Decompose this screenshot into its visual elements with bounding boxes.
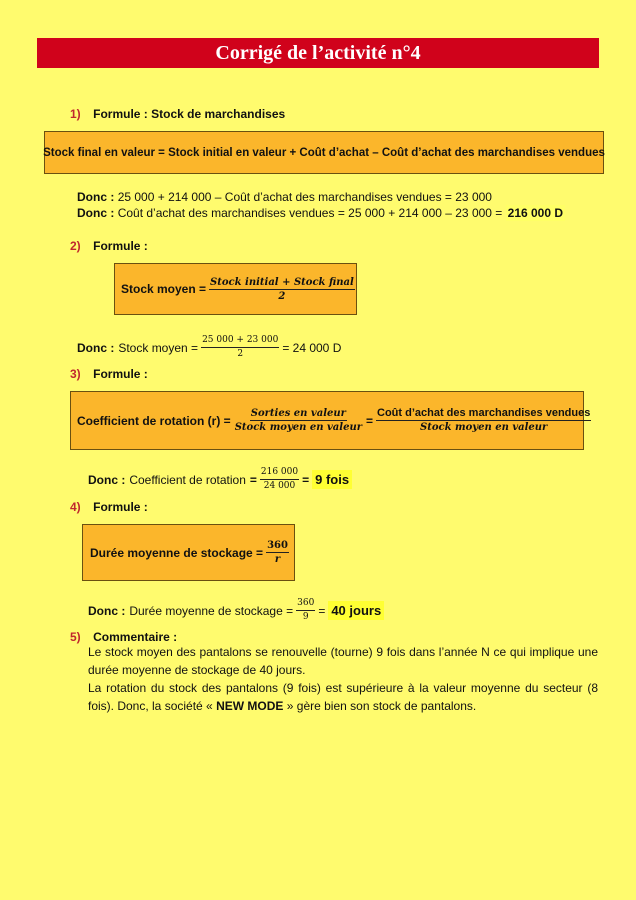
denominator: Stock moyen en valeur [234, 422, 362, 433]
section-1-heading [70, 105, 285, 123]
numerator: 216 000 [260, 466, 299, 480]
numerator: 25 000 + 23 000 [201, 334, 279, 348]
donc-text: Durée moyenne de stockage = [129, 603, 294, 618]
donc-line-5 [88, 597, 384, 624]
fraction [201, 334, 279, 361]
fraction [266, 539, 289, 566]
donc-line-1 [77, 190, 492, 204]
formula-box-stock [44, 131, 604, 174]
denominator: Stock moyen en valeur [420, 422, 548, 433]
section-label: Commentaire : [93, 630, 178, 644]
numerator: Stock initial + Stock final [210, 276, 354, 288]
formula-left: Stock moyen = [121, 282, 207, 296]
formula-left: Coefficient de rotation (r) = [77, 413, 231, 428]
denominator: r [274, 554, 281, 565]
denominator: 24 000 [263, 481, 296, 491]
section-label: Formule : Stock de marchandises [93, 107, 286, 121]
comment-paragraph-2 [88, 679, 598, 715]
numerator: 360 [296, 597, 315, 611]
donc-line-3 [77, 334, 341, 361]
numerator: Coût d’achat des marchandises vendues [377, 407, 591, 419]
donc-text: Coefficient de rotation [129, 472, 246, 487]
section-label: Formule : [93, 500, 148, 514]
donc-text: 25 000 + 214 000 – Coût d’achat des marchandises vendues = 23 000 [117, 190, 492, 204]
donc-label: Donc : [77, 190, 115, 204]
section-3-heading [70, 365, 148, 383]
section-number: 3) [70, 367, 81, 381]
equals-sign: = [318, 603, 326, 618]
denominator: 9 [302, 612, 309, 622]
fraction [296, 597, 315, 624]
formula-text: Stock final en valeur = Stock initial en valeur + Coût d’achat – Coût d’achat des marchandises vendues [43, 146, 605, 159]
section-number: 4) [70, 500, 81, 514]
formula-box-duree [82, 524, 295, 581]
formula-left: Durée moyenne de stockage = [90, 545, 264, 560]
section-number: 1) [70, 107, 81, 121]
brand-name: NEW MODE [216, 699, 284, 713]
equals-sign: = [249, 472, 257, 487]
result-highlight: 216 000 D [507, 206, 564, 220]
denominator: 2 [278, 290, 286, 302]
fraction [376, 407, 591, 434]
donc-line-2 [77, 206, 565, 220]
section-4-heading [70, 498, 148, 516]
donc-text: Stock moyen = [118, 340, 199, 355]
donc-result: = 24 000 D [282, 340, 342, 355]
numerator: Sorties en valeur [250, 408, 346, 419]
comment-text: » gère bien son stock de pantalons. [286, 699, 477, 713]
donc-label: Donc : [77, 206, 115, 220]
numerator: 360 [267, 540, 288, 551]
equals-sign: = [302, 472, 310, 487]
page-title: Corrigé de l’activité n°4 [37, 38, 599, 68]
fraction [209, 276, 355, 303]
section-label: Formule : [93, 239, 148, 253]
comment-text: La rotation du stock des pantalons (9 fois) est supérieure à la valeur moyenne du secteur (8 fois). Donc, la société « [88, 681, 598, 713]
formula-box-rotation [70, 391, 591, 450]
donc-label: Donc : [88, 603, 126, 618]
denominator: 2 [237, 349, 244, 359]
donc-label: Donc : [88, 472, 126, 487]
section-number: 2) [70, 239, 81, 253]
result-highlight: 9 fois [312, 470, 352, 489]
donc-text: Coût d’achat des marchandises vendues = 25 000 + 214 000 – 23 000 = [117, 206, 503, 220]
donc-line-4 [88, 466, 352, 493]
section-number: 5) [70, 630, 81, 644]
comment-paragraph-1: Le stock moyen des pantalons se renouvelle (tourne) 9 fois dans l’année N ce qui implique une durée moyenne de stockage de 40 jours. [88, 645, 598, 677]
donc-label: Donc : [77, 340, 115, 355]
fraction [234, 407, 363, 434]
equals-sign: = [365, 413, 373, 428]
result-highlight: 40 jours [328, 601, 384, 620]
formula-box-stock-moyen [114, 263, 357, 315]
fraction [260, 466, 299, 493]
section-label: Formule : [93, 367, 148, 381]
section-2-heading [70, 237, 148, 255]
